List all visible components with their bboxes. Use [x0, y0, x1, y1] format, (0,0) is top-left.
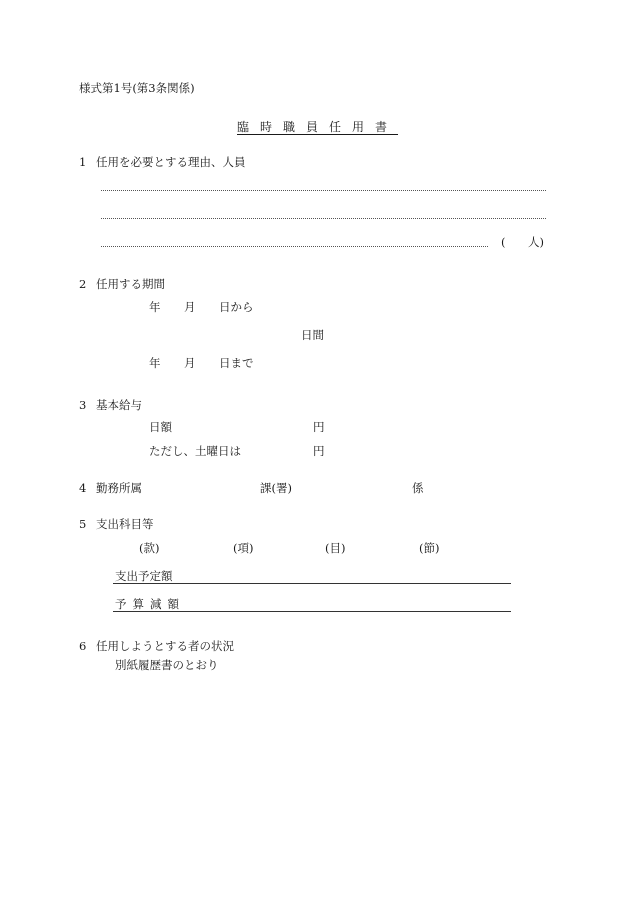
end-year-label: 年	[149, 356, 161, 370]
budget-kou-label: (項)	[233, 541, 254, 555]
budget-reduction-line	[113, 611, 511, 612]
resume-note: 別紙履歴書のとおり	[115, 658, 219, 672]
duration-days-label: 日間	[301, 328, 324, 342]
section-4-number: 4	[79, 481, 87, 495]
budget-moku-label: (目)	[325, 541, 346, 555]
form-label: 様式第1号(第3条関係)	[79, 81, 195, 95]
budget-reduction-label: 予算減額	[115, 597, 185, 611]
section-4-heading: 勤務所属	[96, 481, 142, 495]
section-3-heading: 基本給与	[96, 398, 142, 412]
planned-expenditure-line	[113, 583, 511, 584]
planned-expenditure-label: 支出予定額	[115, 569, 173, 583]
section-1-number: 1	[79, 155, 87, 169]
section-2-heading: 任用する期間	[96, 277, 165, 291]
section-5-number: 5	[79, 517, 87, 531]
section-6-number: 6	[79, 639, 87, 653]
daily-wage-yen: 円	[313, 420, 325, 434]
headcount-open-paren: (	[501, 235, 506, 249]
section-3-number: 3	[79, 398, 87, 412]
reason-line-1	[101, 190, 546, 191]
subsection-unit-label: 係	[412, 481, 424, 495]
daily-wage-label: 日額	[149, 420, 172, 434]
reason-line-2	[101, 218, 546, 219]
reason-line-3	[101, 246, 488, 247]
budget-kan-label: (款)	[139, 541, 160, 555]
start-day-label: 日から	[219, 300, 254, 314]
section-2-number: 2	[79, 277, 87, 291]
section-6-heading: 任用しようとする者の状況	[96, 639, 234, 653]
end-month-label: 月	[184, 356, 196, 370]
section-unit-label: 課(署)	[260, 481, 292, 495]
section-1-heading: 任用を必要とする理由、人員	[96, 155, 246, 169]
start-month-label: 月	[184, 300, 196, 314]
saturday-wage-yen: 円	[313, 444, 325, 458]
section-5-heading: 支出科目等	[96, 517, 154, 531]
document-title: 臨時職員任用書	[237, 120, 399, 134]
start-year-label: 年	[149, 300, 161, 314]
headcount-unit: 人)	[528, 235, 544, 249]
budget-setsu-label: (節)	[419, 541, 440, 555]
end-day-label: 日まで	[219, 356, 254, 370]
saturday-wage-label: ただし、土曜日は	[149, 444, 241, 458]
